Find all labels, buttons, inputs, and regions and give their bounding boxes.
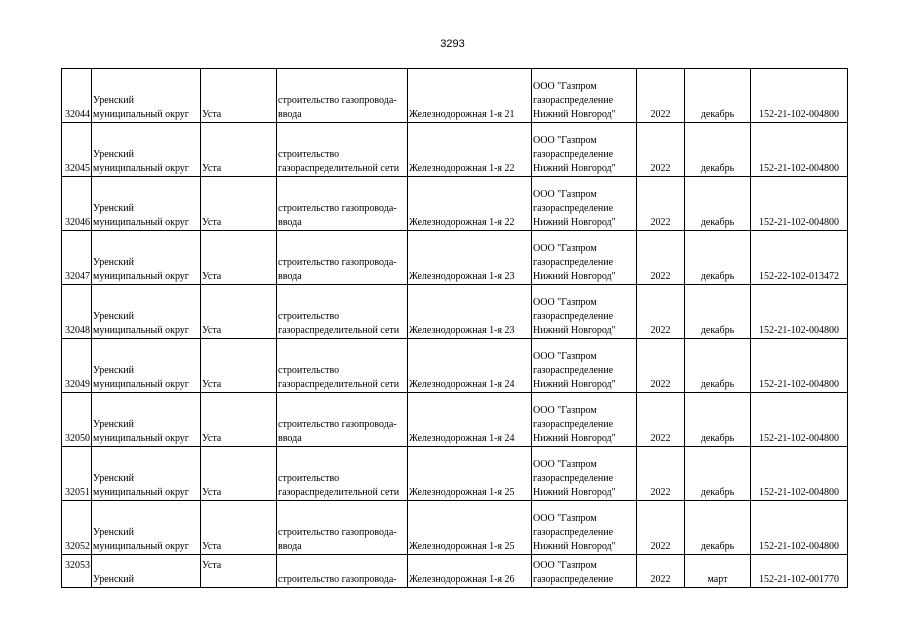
cell-organization: ООО "Газпром газораспределение Нижний Новгород" xyxy=(532,285,637,339)
cell-number: 32048 xyxy=(62,285,92,339)
cell-code: 152-21-102-004800 xyxy=(751,339,848,393)
cell-number: 32053 xyxy=(62,555,92,588)
cell-month: декабрь xyxy=(685,123,751,177)
cell-organization: ООО "Газпром газораспределение Нижний Новгород" xyxy=(532,69,637,123)
cell-municipality: Уренский муниципальный округ xyxy=(92,123,201,177)
cell-organization: ООО "Газпром газораспределение Нижний Новгород" xyxy=(532,339,637,393)
table-row xyxy=(62,447,848,501)
cell-locality: Уста xyxy=(201,285,277,339)
cell-year: 2022 xyxy=(637,555,685,588)
cell-year: 2022 xyxy=(637,285,685,339)
page-number: 3293 xyxy=(440,38,465,50)
cell-address: Железнодорожная 1-я 23 xyxy=(408,231,532,285)
cell-locality: Уста xyxy=(201,231,277,285)
cell-locality: Уста xyxy=(201,123,277,177)
cell-work-type: строительство газопровода- ввода xyxy=(277,177,408,231)
data-table xyxy=(61,68,848,588)
cell-address: Железнодорожная 1-я 25 xyxy=(408,501,532,555)
cell-municipality: Уренский муниципальный округ xyxy=(92,177,201,231)
cell-number: 32050 xyxy=(62,393,92,447)
cell-year: 2022 xyxy=(637,447,685,501)
table-row xyxy=(62,339,848,393)
table-row xyxy=(62,231,848,285)
cell-number: 32046 xyxy=(62,177,92,231)
cell-municipality: Уренский xyxy=(92,555,201,588)
cell-address: Железнодорожная 1-я 22 xyxy=(408,123,532,177)
table-row xyxy=(62,393,848,447)
cell-organization: ООО "Газпром газораспределение Нижний Новгород" xyxy=(532,177,637,231)
cell-code: 152-22-102-013472 xyxy=(751,231,848,285)
cell-year: 2022 xyxy=(637,231,685,285)
table-row xyxy=(62,177,848,231)
cell-work-type: строительство газопровода- ввода xyxy=(277,69,408,123)
cell-year: 2022 xyxy=(637,393,685,447)
table-row xyxy=(62,123,848,177)
cell-work-type: строительство газопровода- ввода xyxy=(277,393,408,447)
cell-organization: ООО "Газпром газораспределение Нижний Новгород" xyxy=(532,231,637,285)
cell-locality: Уста xyxy=(201,339,277,393)
cell-locality: Уста xyxy=(201,69,277,123)
cell-number: 32052 xyxy=(62,501,92,555)
cell-code: 152-21-102-004800 xyxy=(751,177,848,231)
cell-municipality: Уренский муниципальный округ xyxy=(92,339,201,393)
table-row xyxy=(62,555,848,588)
cell-organization: ООО "Газпром газораспределение Нижний Новгород" xyxy=(532,447,637,501)
cell-code: 152-21-102-004800 xyxy=(751,123,848,177)
cell-code: 152-21-102-004800 xyxy=(751,501,848,555)
cell-address: Железнодорожная 1-я 25 xyxy=(408,447,532,501)
cell-code: 152-21-102-004800 xyxy=(751,447,848,501)
cell-municipality: Уренский муниципальный округ xyxy=(92,231,201,285)
table-body xyxy=(62,69,848,588)
cell-code: 152-21-102-004800 xyxy=(751,393,848,447)
cell-month: декабрь xyxy=(685,231,751,285)
cell-organization: ООО "Газпром газораспределение Нижний Новгород" xyxy=(532,501,637,555)
cell-month: декабрь xyxy=(685,69,751,123)
table-row xyxy=(62,285,848,339)
cell-number: 32049 xyxy=(62,339,92,393)
cell-municipality: Уренский муниципальный округ xyxy=(92,69,201,123)
cell-work-type: строительство газопровода- ввода xyxy=(277,501,408,555)
cell-month: март xyxy=(685,555,751,588)
cell-address: Железнодорожная 1-я 22 xyxy=(408,177,532,231)
cell-municipality: Уренский муниципальный округ xyxy=(92,447,201,501)
cell-locality: Уста xyxy=(201,447,277,501)
cell-year: 2022 xyxy=(637,501,685,555)
cell-year: 2022 xyxy=(637,123,685,177)
cell-work-type: строительство газораспределительной сети xyxy=(277,339,408,393)
cell-municipality: Уренский муниципальный округ xyxy=(92,285,201,339)
cell-year: 2022 xyxy=(637,177,685,231)
cell-organization: ООО "Газпром газораспределение xyxy=(532,555,637,588)
cell-locality: Уста xyxy=(201,501,277,555)
cell-work-type: строительство газопровода- xyxy=(277,555,408,588)
cell-work-type: строительство газораспределительной сети xyxy=(277,123,408,177)
cell-organization: ООО "Газпром газораспределение Нижний Новгород" xyxy=(532,123,637,177)
cell-work-type: строительство газораспределительной сети xyxy=(277,285,408,339)
cell-year: 2022 xyxy=(637,339,685,393)
table-row xyxy=(62,69,848,123)
cell-locality: Уста xyxy=(201,555,277,588)
cell-address: Железнодорожная 1-я 26 xyxy=(408,555,532,588)
cell-locality: Уста xyxy=(201,393,277,447)
cell-month: декабрь xyxy=(685,339,751,393)
cell-work-type: строительство газораспределительной сети xyxy=(277,447,408,501)
cell-address: Железнодорожная 1-я 21 xyxy=(408,69,532,123)
cell-address: Железнодорожная 1-я 23 xyxy=(408,285,532,339)
cell-number: 32051 xyxy=(62,447,92,501)
table-row xyxy=(62,501,848,555)
cell-month: декабрь xyxy=(685,501,751,555)
cell-month: декабрь xyxy=(685,177,751,231)
cell-code: 152-21-102-001770 xyxy=(751,555,848,588)
cell-number: 32044 xyxy=(62,69,92,123)
cell-month: декабрь xyxy=(685,447,751,501)
cell-code: 152-21-102-004800 xyxy=(751,285,848,339)
cell-month: декабрь xyxy=(685,393,751,447)
cell-number: 32045 xyxy=(62,123,92,177)
cell-year: 2022 xyxy=(637,69,685,123)
cell-code: 152-21-102-004800 xyxy=(751,69,848,123)
cell-month: декабрь xyxy=(685,285,751,339)
cell-organization: ООО "Газпром газораспределение Нижний Новгород" xyxy=(532,393,637,447)
cell-municipality: Уренский муниципальный округ xyxy=(92,501,201,555)
cell-number: 32047 xyxy=(62,231,92,285)
cell-locality: Уста xyxy=(201,177,277,231)
cell-municipality: Уренский муниципальный округ xyxy=(92,393,201,447)
cell-address: Железнодорожная 1-я 24 xyxy=(408,393,532,447)
cell-work-type: строительство газопровода- ввода xyxy=(277,231,408,285)
cell-address: Железнодорожная 1-я 24 xyxy=(408,339,532,393)
